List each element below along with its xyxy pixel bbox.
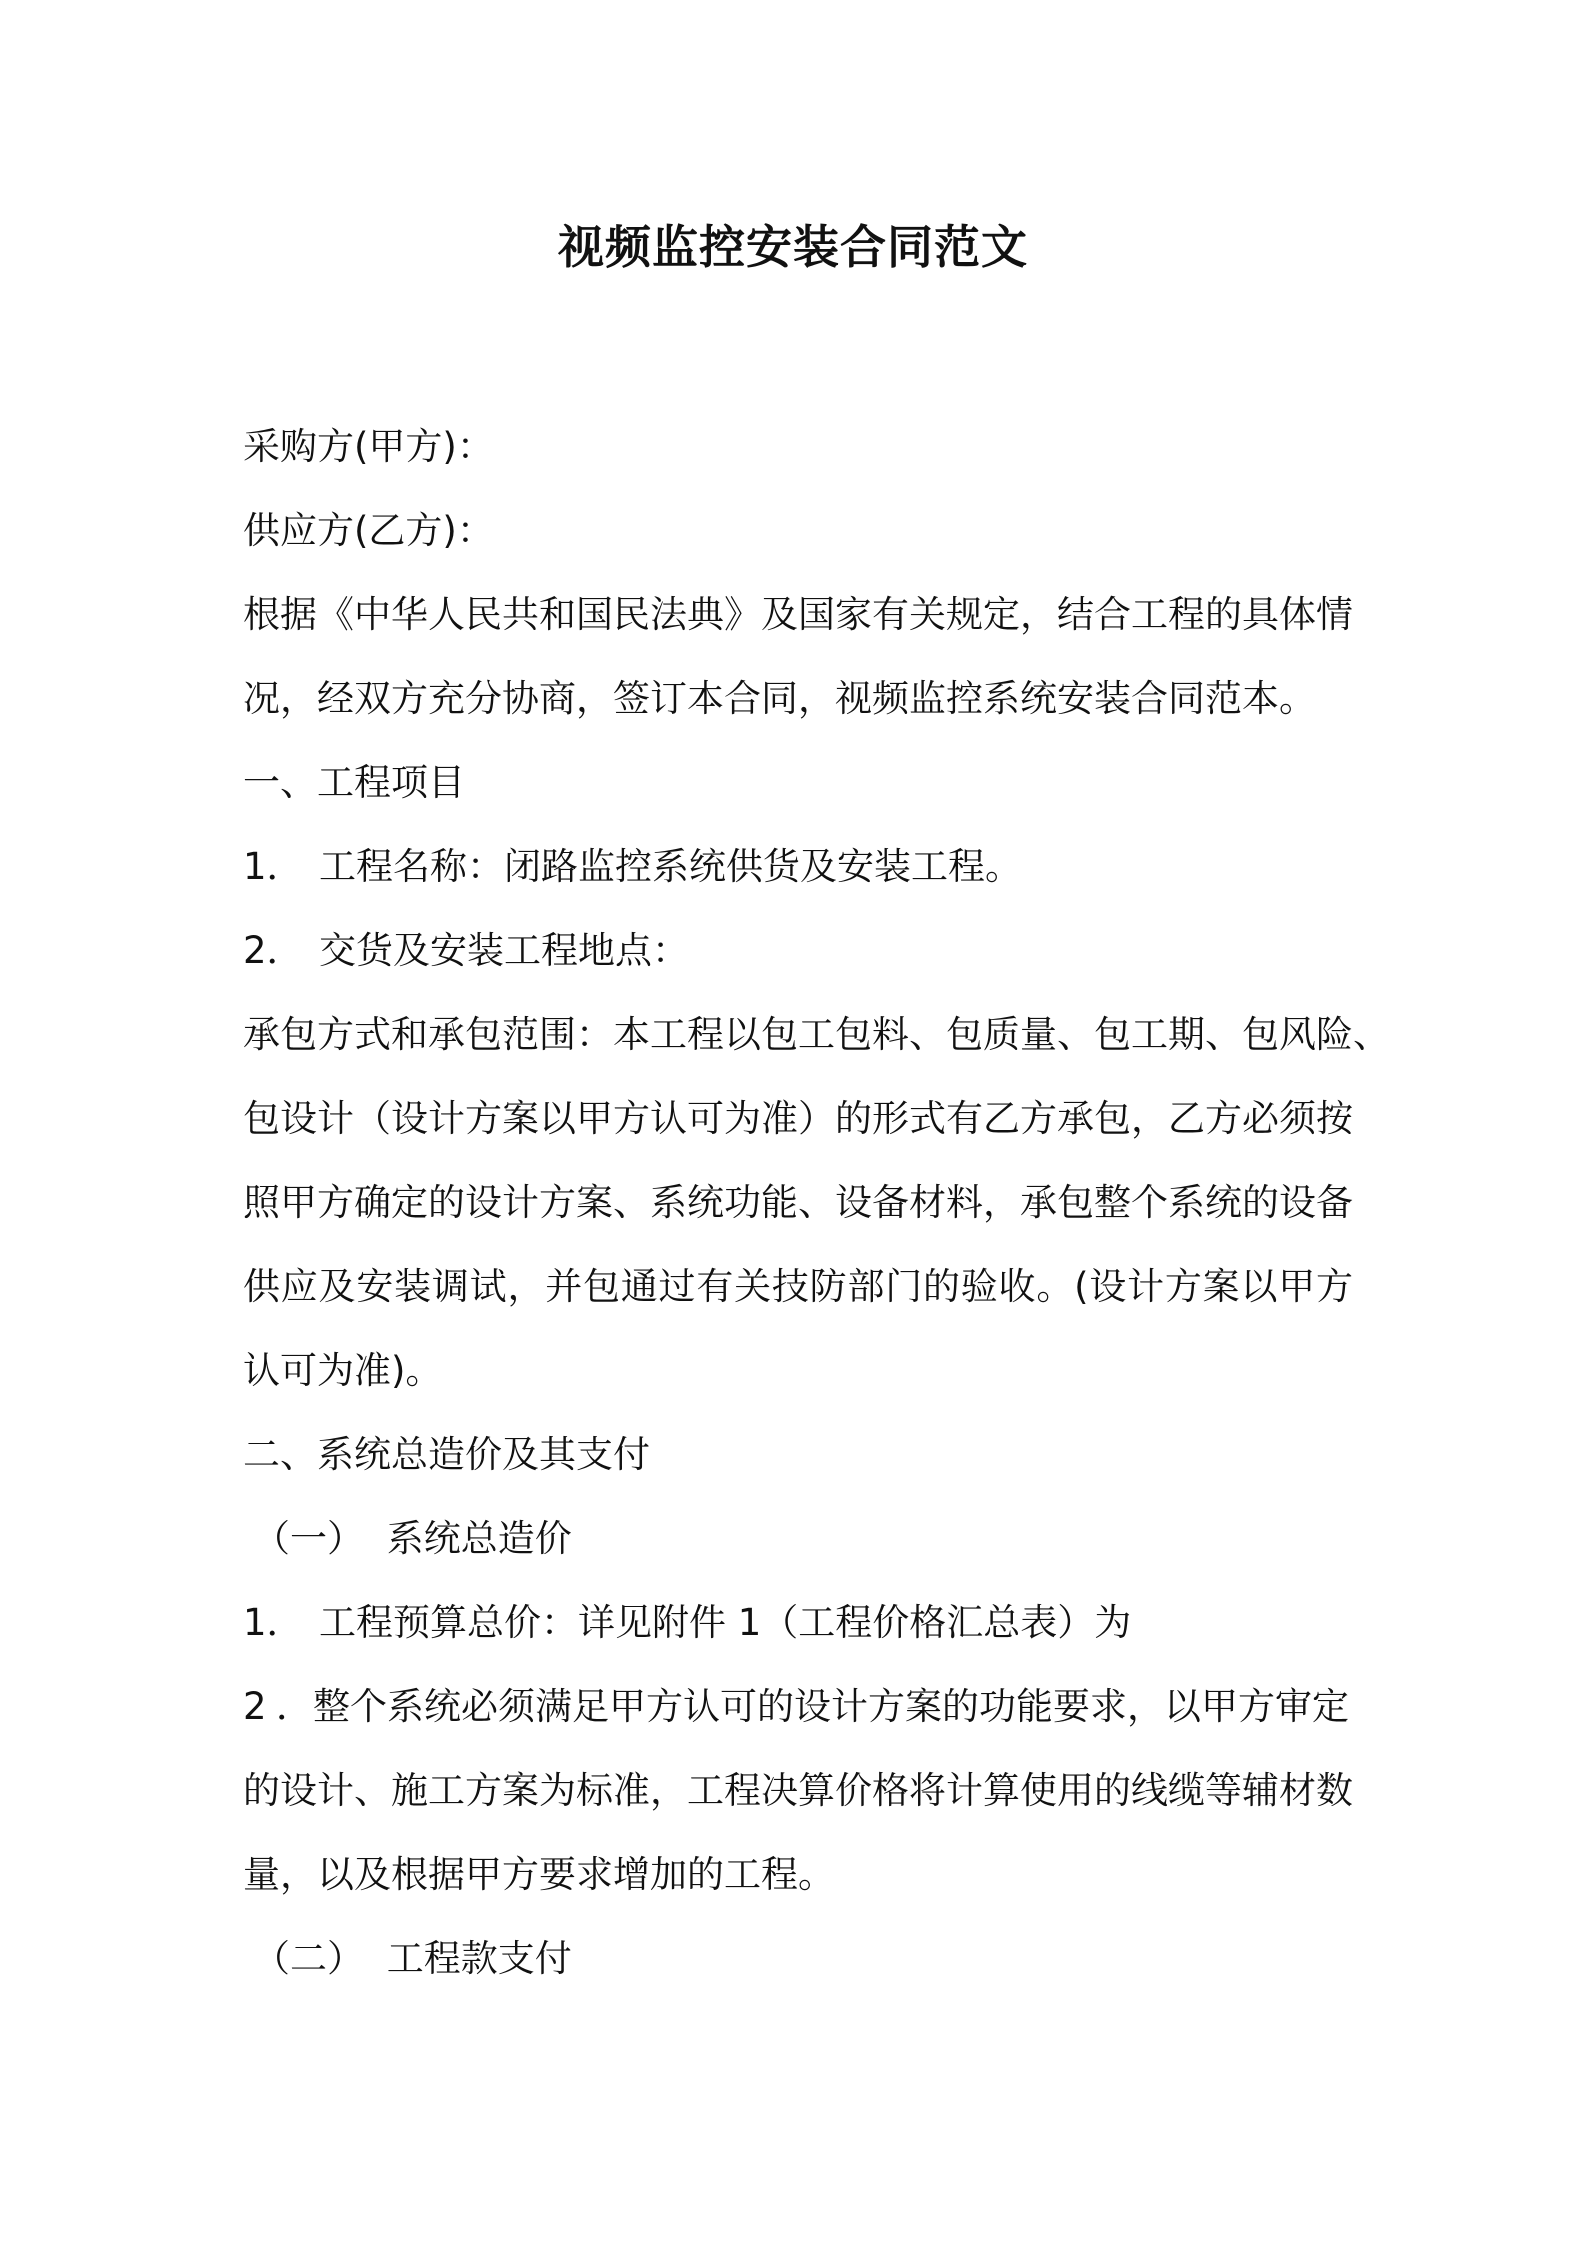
- subsection-number: （一）: [253, 1517, 364, 1560]
- section-2-item-1: [243, 1581, 1353, 1665]
- list-number: 2．: [243, 1685, 313, 1728]
- intro-paragraph-line-2: 况，经双方充分协商，签订本合同，视频监控系统安装合同范本。: [243, 677, 1316, 720]
- scope-paragraph-line-1: 承包方式和承包范围：本工程以包工包料、包质量、包工期、包风险、: [243, 1013, 1390, 1056]
- subsection-number: （二）: [253, 1937, 364, 1980]
- section-2-item-2-continuation-2: 量，以及根据甲方要求增加的工程。: [243, 1853, 835, 1896]
- subsection-title: 系统总造价: [386, 1517, 572, 1560]
- section-2-item-2-continuation-1: 的设计、施工方案为标准，工程决算价格将计算使用的线缆等辅材数: [243, 1769, 1353, 1812]
- document-title: 视频监控安装合同范文: [558, 220, 1028, 274]
- section-2-item-2: [243, 1665, 1353, 1749]
- section-1-heading: 一、工程项目: [243, 761, 465, 804]
- subsection-2-heading: [243, 1917, 1353, 2001]
- scope-paragraph-line-5: 认可为准)。: [243, 1349, 443, 1392]
- section-1-item-2: [243, 909, 1353, 993]
- intro-paragraph-line-1: 根据《中华人民共和国民法典》及国家有关规定，结合工程的具体情: [243, 593, 1353, 636]
- scope-paragraph-line-4: 供应及安装调试，并包通过有关技防部门的验收。(设计方案以甲方: [243, 1265, 1353, 1308]
- list-number: 1．: [243, 1601, 304, 1644]
- scope-paragraph-line-3: 照甲方确定的设计方案、系统功能、设备材料，承包整个系统的设备: [243, 1181, 1353, 1224]
- list-item-text: 工程名称：闭路监控系统供货及安装工程。: [319, 845, 1022, 888]
- section-2-heading: 二、系统总造价及其支付: [243, 1433, 650, 1476]
- list-item-text: 整个系统必须满足甲方认可的设计方案的功能要求，以甲方审定: [313, 1685, 1349, 1728]
- list-number: 1．: [243, 845, 304, 888]
- list-item-text: 交货及安装工程地点：: [319, 929, 689, 972]
- section-1-item-1: [243, 825, 1353, 909]
- subsection-1-heading: [243, 1497, 1353, 1581]
- list-item-text: 工程预算总价：详见附件 1（工程价格汇总表）为: [319, 1601, 1132, 1644]
- subsection-title: 工程款支付: [386, 1937, 572, 1980]
- list-number: 2．: [243, 929, 304, 972]
- supplier-line: 供应方(乙方)：: [243, 509, 494, 552]
- scope-paragraph-line-2: 包设计（设计方案以甲方认可为准）的形式有乙方承包，乙方必须按: [243, 1097, 1353, 1140]
- buyer-line: 采购方(甲方)：: [243, 425, 494, 468]
- document-body: [243, 405, 1390, 2001]
